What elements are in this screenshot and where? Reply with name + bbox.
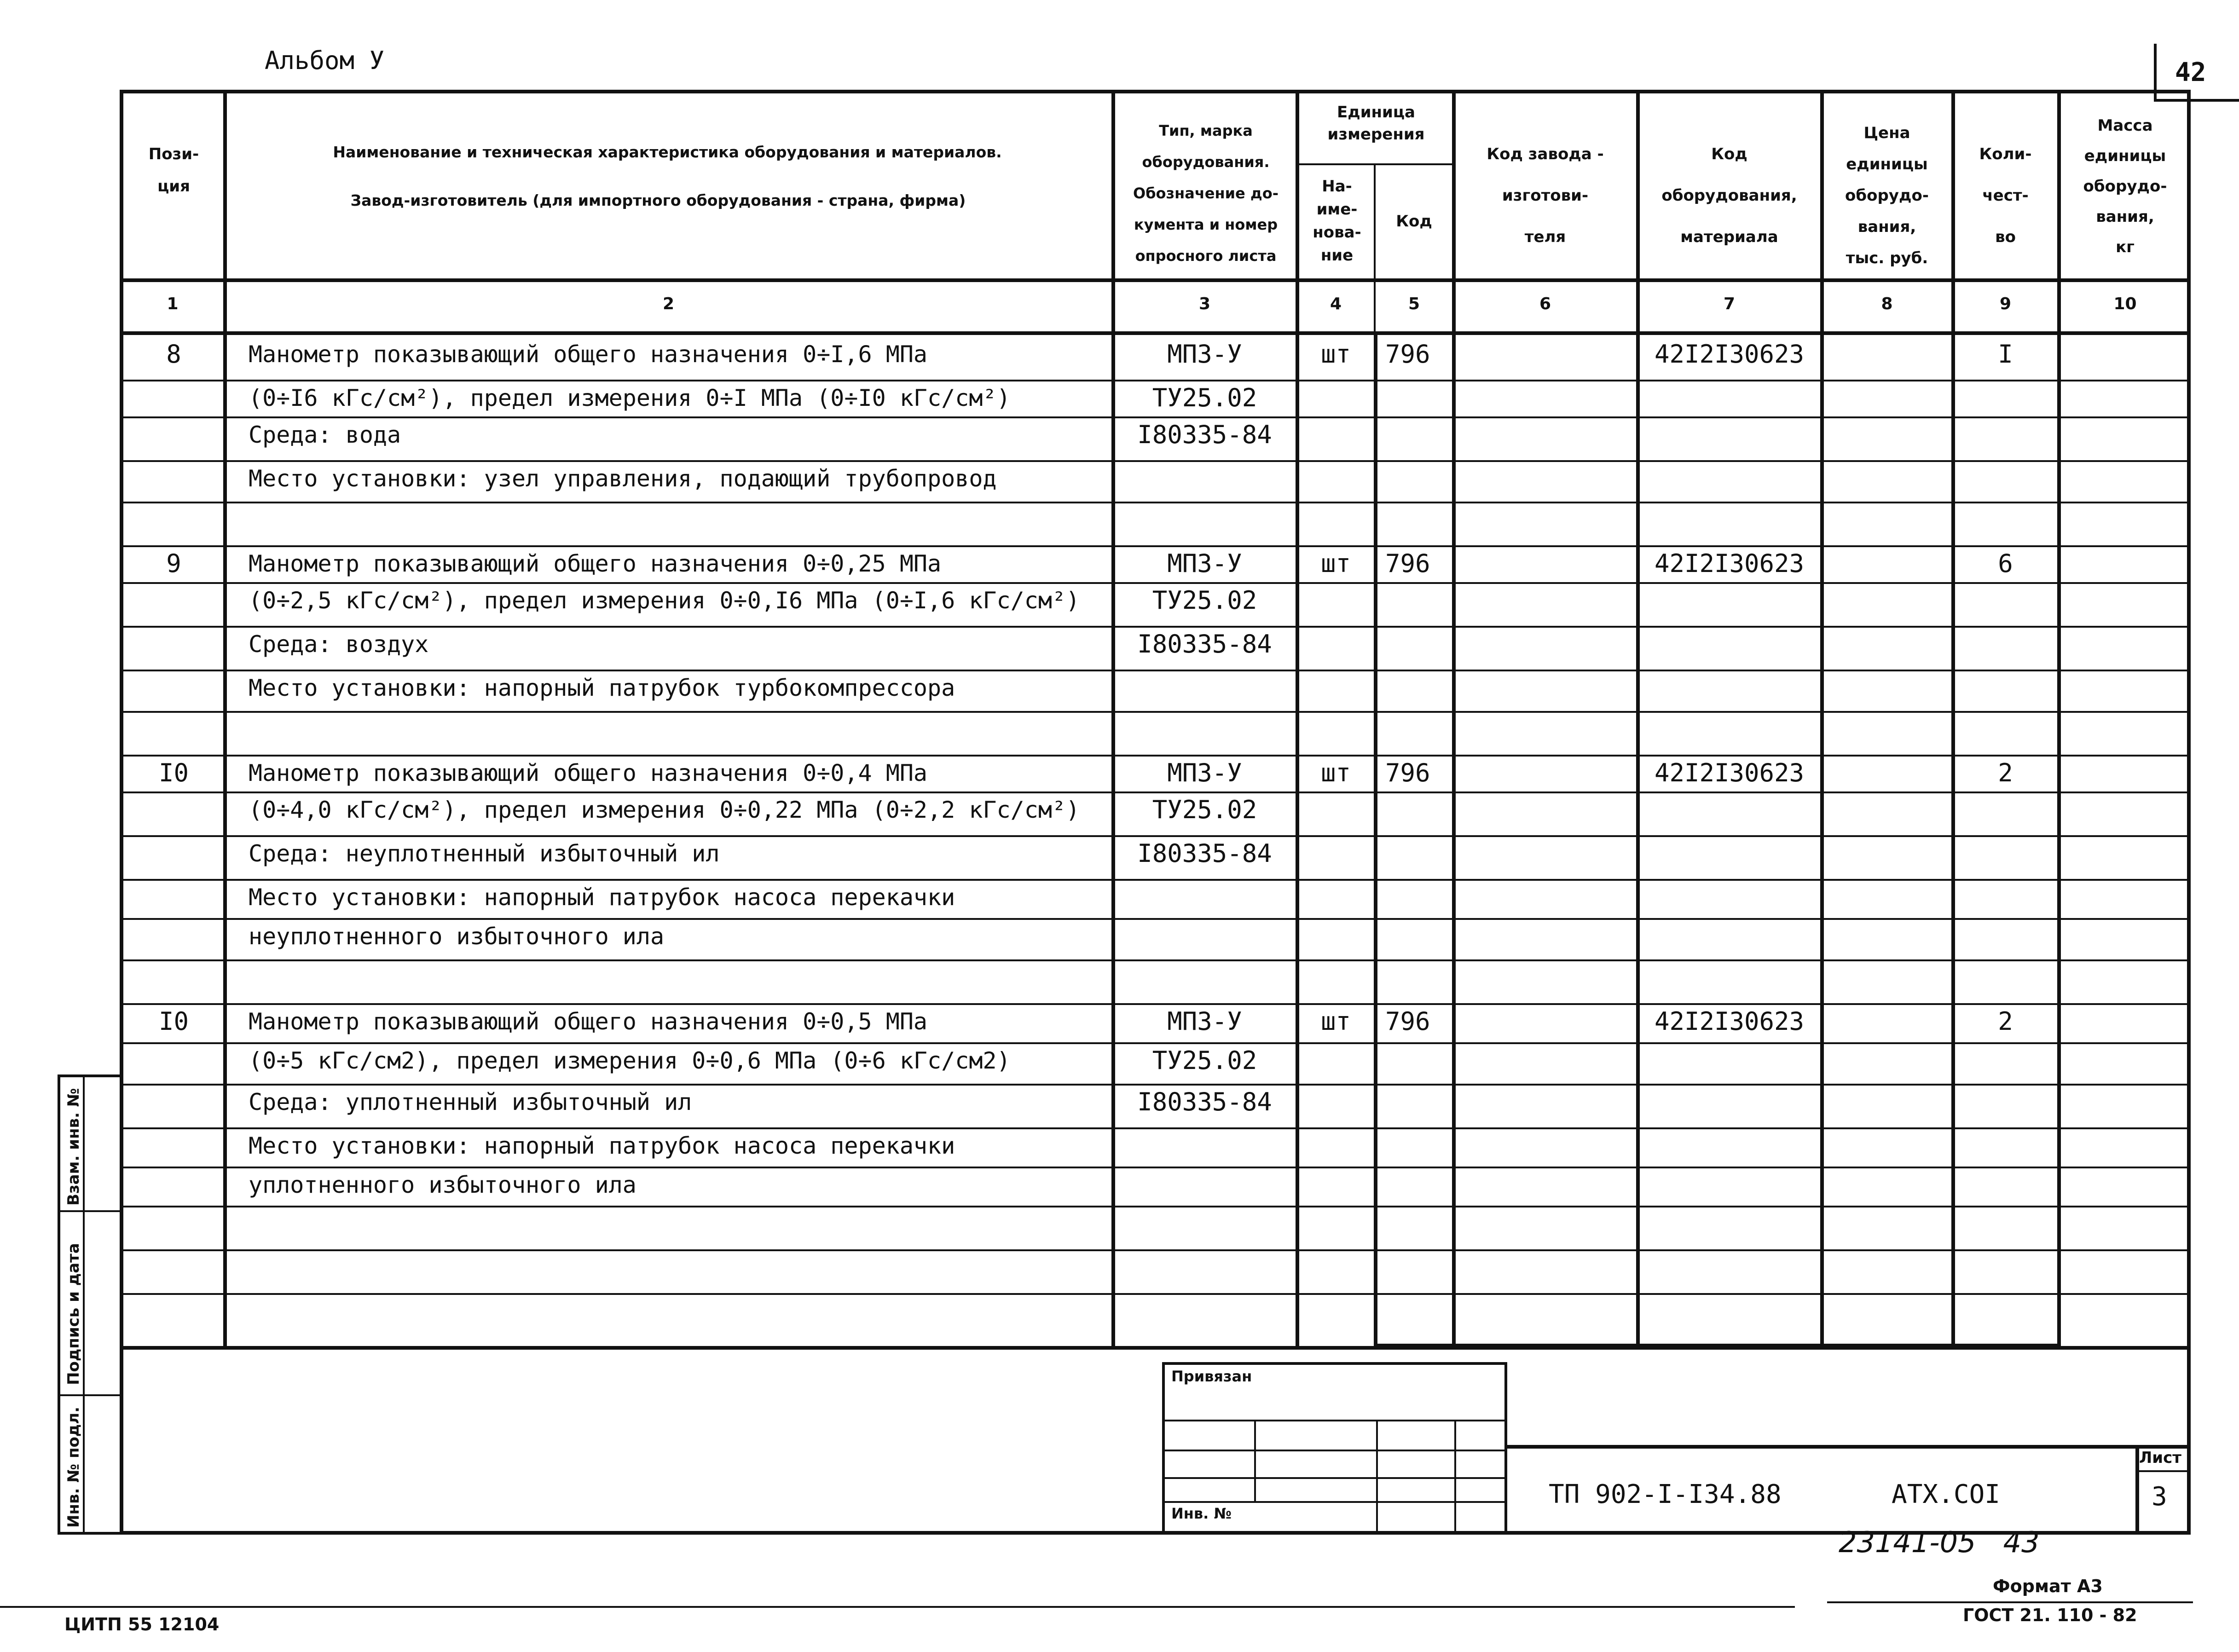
row-10-code: 796 [1385,758,1430,787]
header-name-line1: Наименование и техническая характеристика оборудования и материалов. [333,143,1002,161]
row-5-name: Манометр показывающий общего назначения 0÷0,25 МПа [249,550,942,577]
doc-code: ТП 902-I-I34.88 [1549,1479,1782,1509]
sheet-number: 3 [2152,1482,2167,1512]
header-unit-name: На- име- нова- ние [1313,177,1361,265]
row-18-type: I80335-84 [1137,1087,1272,1116]
row-2-name: Среда: вода [249,422,401,448]
row-divider [120,1293,2191,1295]
header-quantity: Коли- чест- во [1979,145,2032,246]
footer-gost: ГОСТ 21. 110 - 82 [1963,1605,2137,1625]
album-label: Альбом У [265,46,385,75]
header-unit-code: Код [1396,212,1432,231]
row-10-name: Манометр показывающий общего назначения 0÷0,4 МПа [249,760,928,786]
row-8-name: Место установки: напорный патрубок турбокомпрессора [249,675,955,701]
row-divider [120,755,2191,757]
row-divider [120,626,2191,628]
row-divider [120,1127,2191,1129]
header-type-mark: Тип, марка оборудования. Обозначение до- кумента и номер опросного листа [1133,122,1279,265]
row-12-name: Среда: неуплотненный избыточный ил [249,840,720,867]
row-divider [120,582,2191,584]
colnum-6: 6 [1539,295,1551,313]
row-5-code: 796 [1385,549,1430,578]
row-divider [120,380,2191,381]
colnum-1: 1 [167,295,179,313]
header-price: Цена единицы оборудо- вания, тыс. руб. [1845,124,1929,267]
bound-label: Привязан [1171,1368,1252,1385]
row-16-name: Манометр показывающий общего назначения 0÷0,5 МПа [249,1008,928,1035]
row-12-type: I80335-84 [1137,839,1272,868]
row-10-mat-code: 42I2I30623 [1654,758,1805,787]
sheet-label: Лист [2139,1449,2181,1467]
row-16-mat-code: 42I2I30623 [1654,1007,1805,1036]
row-18-name: Среда: уплотненный избыточный ил [249,1089,692,1115]
row-1-name: (0÷I6 кГс/см²), предел измерения 0÷I МПа (0÷I0 кГс/см²) [249,385,1011,411]
row-divider [120,711,2191,713]
row-divider [120,502,2191,503]
handwritten-inventory-number: 23141-05 43 [1839,1525,2040,1559]
side-label-original-inv: Инв. № подл. [64,1406,83,1528]
row-divider [120,670,2191,671]
inv-label: Инв. № [1171,1505,1232,1522]
row-5-pos: 9 [166,549,181,578]
row-11-name: (0÷4,0 кГс/см²), предел измерения 0÷0,22 МПа (0÷2,2 кГс/см²) [249,797,1080,823]
row-divider [120,1206,2191,1207]
row-divider [120,416,2191,418]
row-divider [120,959,2191,961]
row-2-type: I80335-84 [1137,420,1272,449]
row-10-pos: I0 [158,758,189,787]
corner-page-text: 42 [2175,58,2206,87]
row-10-qty: 2 [1998,758,2013,787]
row-3-name: Место установки: узел управления, подающий трубопровод [249,465,997,492]
row-divider [120,918,2191,920]
doc-mark: АТХ.СОI [1892,1479,2001,1509]
header-name-line2: Завод-изготовитель (для импортного оборудования - страна, фирма) [350,191,966,209]
row-divider [120,545,2191,547]
row-0-pos: 8 [166,340,181,369]
row-0-unit: шт [1320,340,1351,369]
row-0-qty: I [1998,340,2013,369]
header-mass: Масса единицы оборудо- вания, кг [2083,116,2167,256]
header-material-code: Код оборудования, материала [1661,145,1797,246]
footer-format: Формат А3 [1993,1576,2103,1596]
row-16-pos: I0 [158,1007,189,1036]
row-7-type: I80335-84 [1137,630,1272,658]
row-divider [120,1167,2191,1168]
header-factory-code: Код завода - изготови- теля [1487,145,1604,246]
row-16-code: 796 [1385,1007,1430,1036]
row-14-name: неуплотненного избыточного ила [249,923,665,950]
row-1-type: ТУ25.02 [1152,383,1257,412]
row-11-type: ТУ25.02 [1152,795,1257,824]
row-16-type: МПЗ-У [1167,1007,1242,1036]
row-divider [120,1042,2191,1044]
colnum-4: 4 [1330,295,1342,313]
colnum-8: 8 [1881,295,1893,313]
row-0-name: Манометр показывающий общего назначения 0÷I,6 МПа [249,341,928,368]
row-19-name: Место установки: напорный патрубок насоса перекачки [249,1132,955,1159]
row-5-unit: шт [1320,549,1351,578]
side-label-replaced-inv: Взам. инв. № [64,1088,83,1206]
row-divider [120,1003,2191,1005]
header-position: Пози- ция [148,145,199,196]
row-16-qty: 2 [1998,1007,2013,1036]
row-6-name: (0÷2,5 кГс/см²), предел измерения 0÷0,I6 МПа (0÷I,6 кГс/см²) [249,587,1080,614]
row-13-name: Место установки: напорный патрубок насоса перекачки [249,884,955,911]
row-5-qty: 6 [1998,549,2013,578]
colnum-5: 5 [1408,295,1420,313]
row-0-type: МПЗ-У [1167,340,1242,369]
row-divider [120,879,2191,881]
row-0-mat-code: 42I2I30623 [1654,340,1805,369]
colnum-7: 7 [1723,295,1736,313]
row-divider [120,791,2191,793]
header-unit-group: Единица измерения [1327,103,1425,144]
colnum-9: 9 [1999,295,2012,313]
row-7-name: Среда: воздух [249,631,429,658]
row-0-code: 796 [1385,340,1430,369]
row-20-name: уплотненного избыточного ила [249,1172,636,1198]
row-6-type: ТУ25.02 [1152,586,1257,615]
row-16-unit: шт [1320,1007,1351,1036]
row-divider [120,1084,2191,1086]
row-10-unit: шт [1320,758,1351,787]
colnum-10: 10 [2113,295,2137,313]
row-10-type: МПЗ-У [1167,758,1242,787]
colnum-3: 3 [1198,295,1211,313]
footer-org: ЦИТП 55 12104 [64,1614,220,1635]
row-17-type: ТУ25.02 [1152,1046,1257,1075]
row-5-type: МПЗ-У [1167,549,1242,578]
row-5-mat-code: 42I2I30623 [1654,549,1805,578]
row-divider [120,1249,2191,1251]
row-divider [120,835,2191,837]
row-divider [120,460,2191,462]
row-17-name: (0÷5 кГс/см2), предел измерения 0÷0,6 МПа (0÷6 кГс/см2) [249,1047,1011,1074]
colnum-2: 2 [662,295,675,313]
side-label-signature-date: Подпись и дата [64,1243,83,1385]
